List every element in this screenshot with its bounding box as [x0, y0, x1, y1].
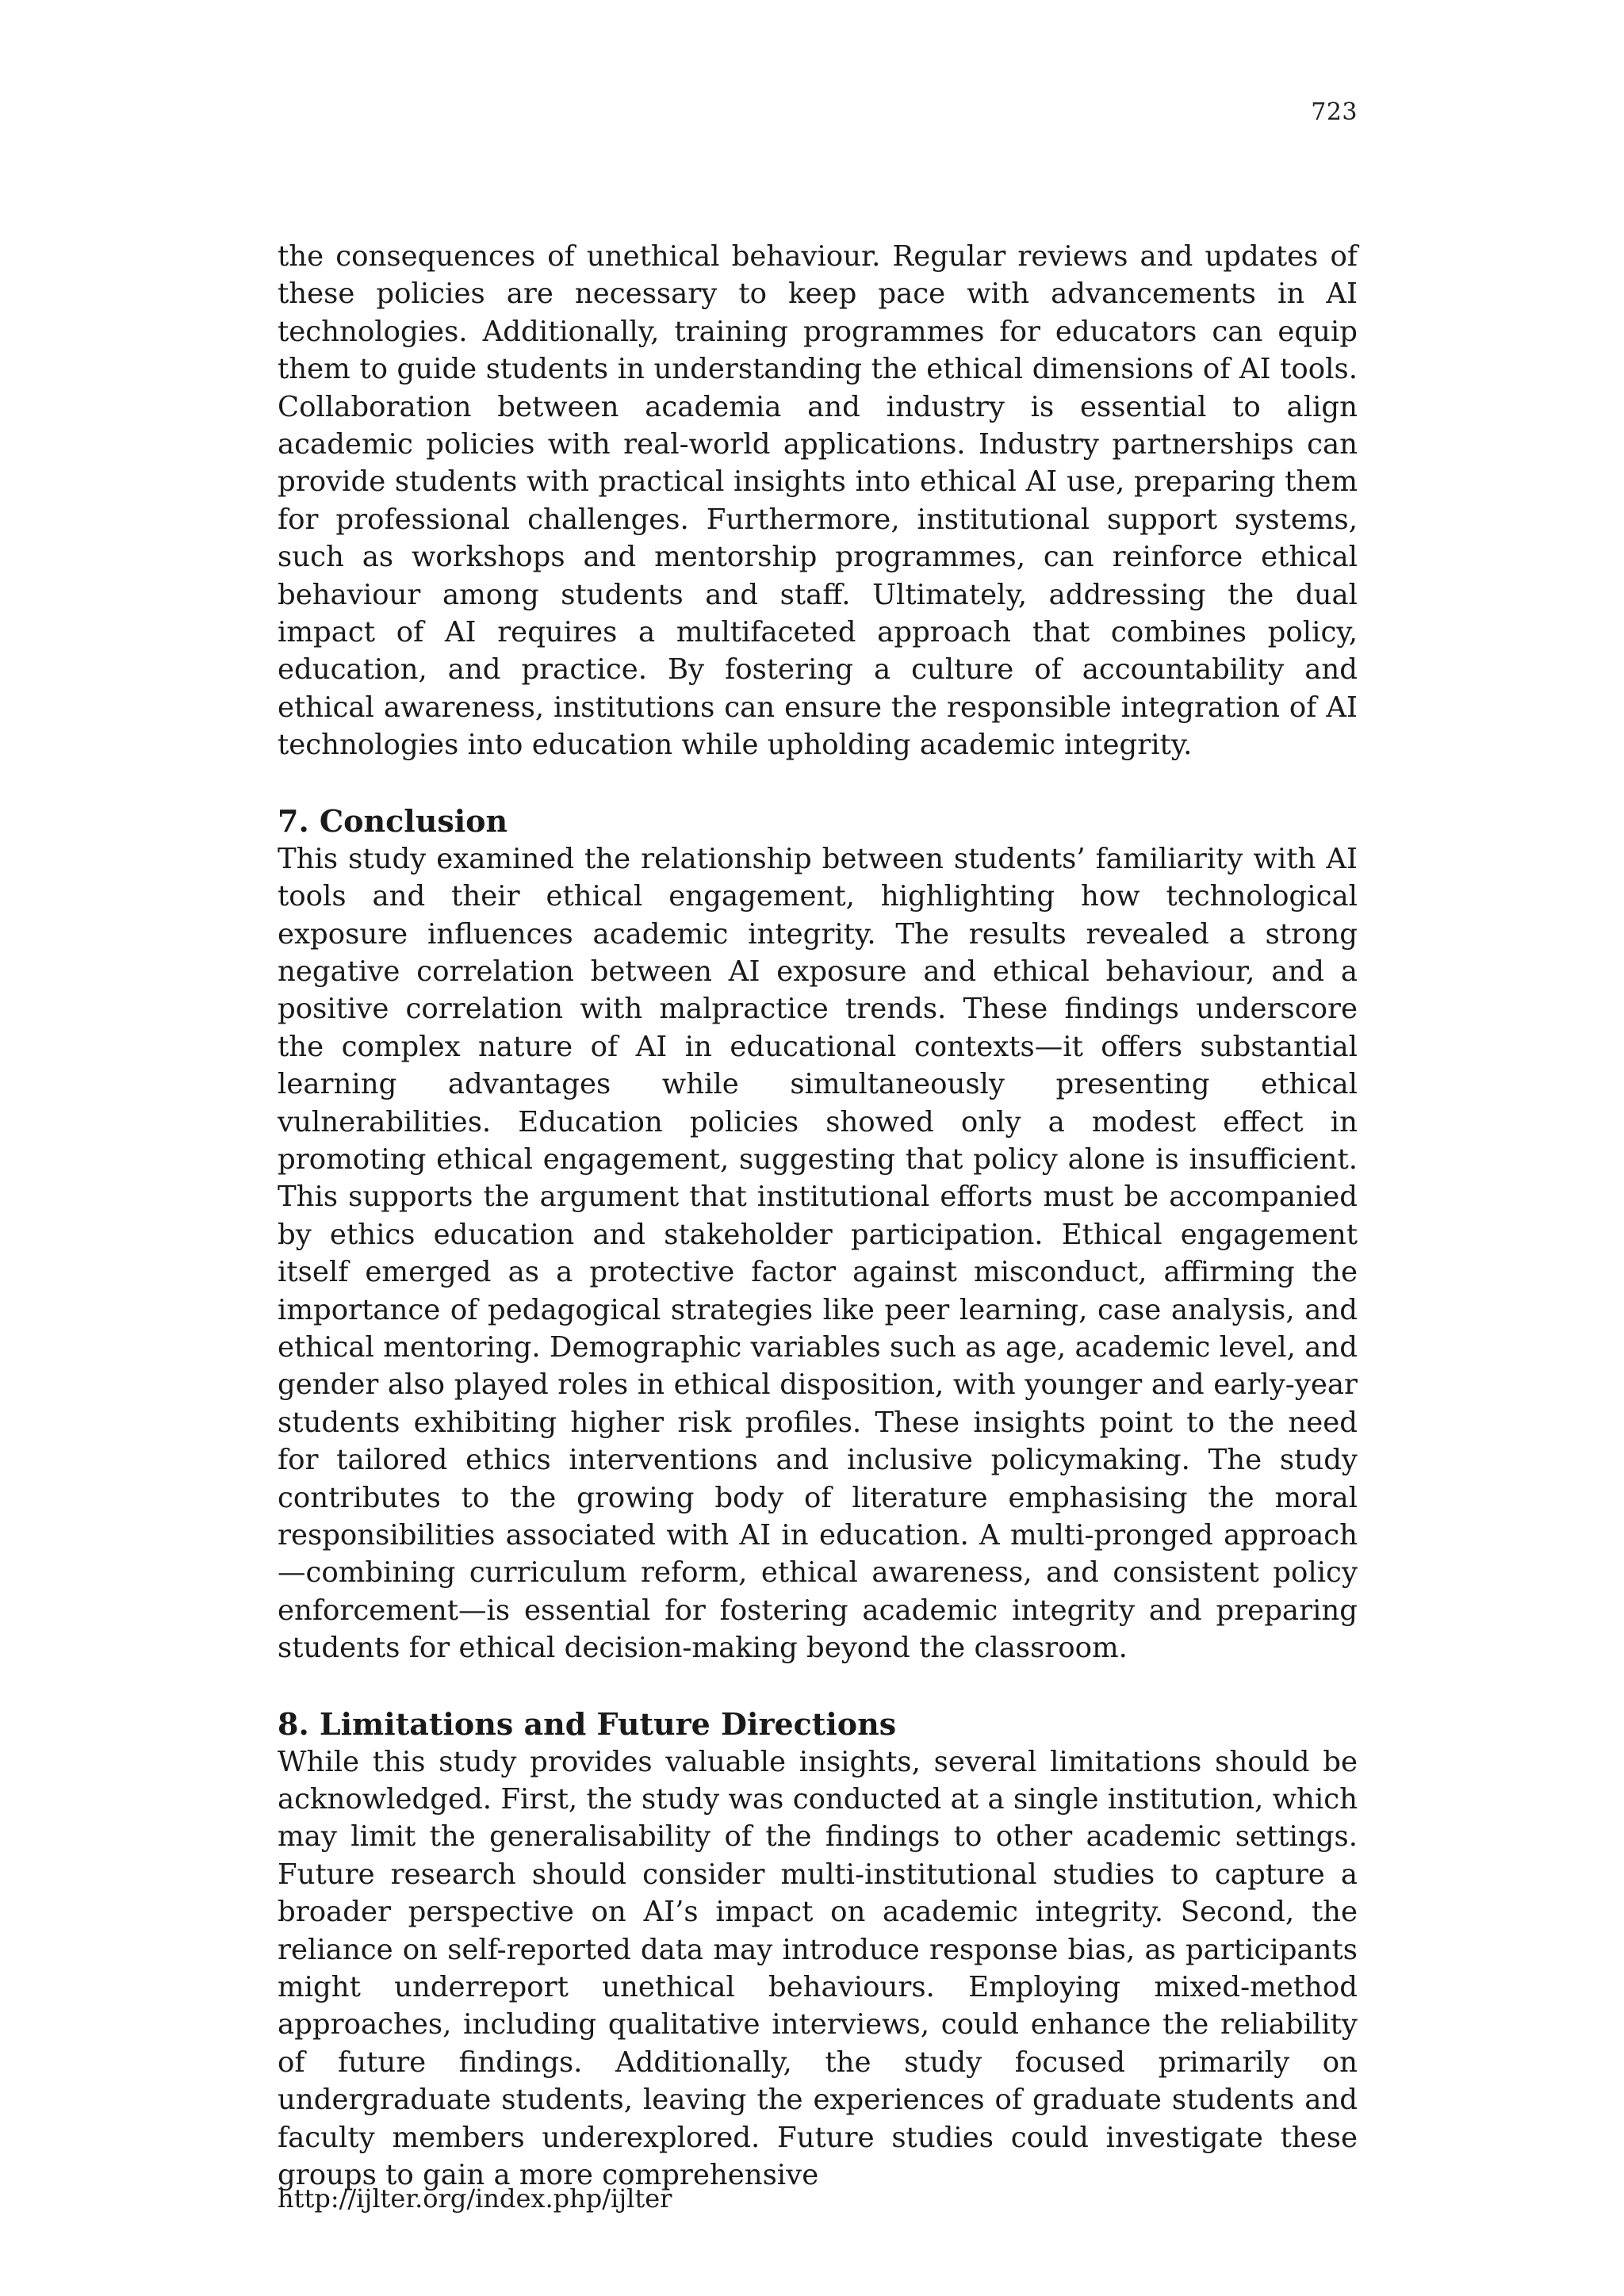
limitations-section — [278, 1705, 1358, 2195]
intro-paragraph: the consequences of unethical behaviour. Regular reviews and updates of these policies are necessary to keep pace with advancements in AI technologies. Additionally, training programmes for educators can equip them to guide students in understanding the ethical dimensions of AI tools. Collaboration between academia and industry is essential to align academic policies with real-world applications. Industry partnerships can provide students with practical insights into ethical AI use, preparing them for professional challenges. Furthermore, institutional support systems, such as workshops and mentorship programmes, can reinforce ethical behaviour among students and staff. Ultimately, addressing the dual impact of AI requires a multifaceted approach that combines policy, education, and practice. By fostering a culture of accountability and ethical awareness, institutions can ensure the responsible integration of AI technologies into education while upholding academic integrity. — [278, 240, 1358, 762]
conclusion-paragraph: This study examined the relationship between students’ familiarity with AI tools and their ethical engagement, highlighting how technological exposure influences academic integrity. The results revealed a strong negative correlation between AI exposure and ethical behaviour, and a positive correlation with malpractice trends. These findings underscore the complex nature of AI in educational contexts—it offers substantial learning advantages while simultaneously presenting ethical vulnerabilities. Education policies showed only a modest effect in promoting ethical engagement, suggesting that policy alone is insufficient. This supports the argument that institutional efforts must be accompanied by ethics education and stakeholder participation. Ethical engagement itself emerged as a protective factor against misconduct, affirming the importance of pedagogical strategies like peer learning, case analysis, and ethical mentoring. Demographic variables such as age, academic level, and gender also played roles in ethical disposition, with younger and early-year students exhibiting higher risk profiles. These insights point to the need for tailored ethics interventions and inclusive policymaking. The study contributes to the growing body of literature emphasising the moral responsibilities associated with AI in education. A multi-pronged approach—combining curriculum reform, ethical awareness, and consistent policy enforcement—is essential for fostering academic integrity and preparing students for ethical decision-making beyond the classroom. — [278, 842, 1358, 1665]
conclusion-heading: 7. Conclusion — [278, 802, 508, 839]
limitations-heading: 8. Limitations and Future Directions — [278, 1705, 897, 1742]
footer-url-link[interactable]: http://ijlter.org/index.php/ijlter — [278, 2183, 672, 2214]
page-body — [278, 238, 1358, 2195]
limitations-paragraph: While this study provides valuable insights, several limitations should be acknowledged. First, the study was conducted at a single institution, which may limit the generalisability of the findings to other academic settings. Future research should consider multi-institutional studies to capture a broader perspective on AI’s impact on academic integrity. Second, the reliance on self-reported data may introduce response bias, as participants might underreport unethical behaviours. Employing mixed-method approaches, including qualitative interviews, could enhance the reliability of future findings. Additionally, the study focused primarily on undergraduate students, leaving the experiences of graduate students and faculty members underexplored. Future studies could investigate these groups to gain a more comprehensive — [278, 1745, 1358, 2192]
conclusion-section — [278, 802, 1358, 1667]
page-number: 723 — [1311, 98, 1358, 126]
